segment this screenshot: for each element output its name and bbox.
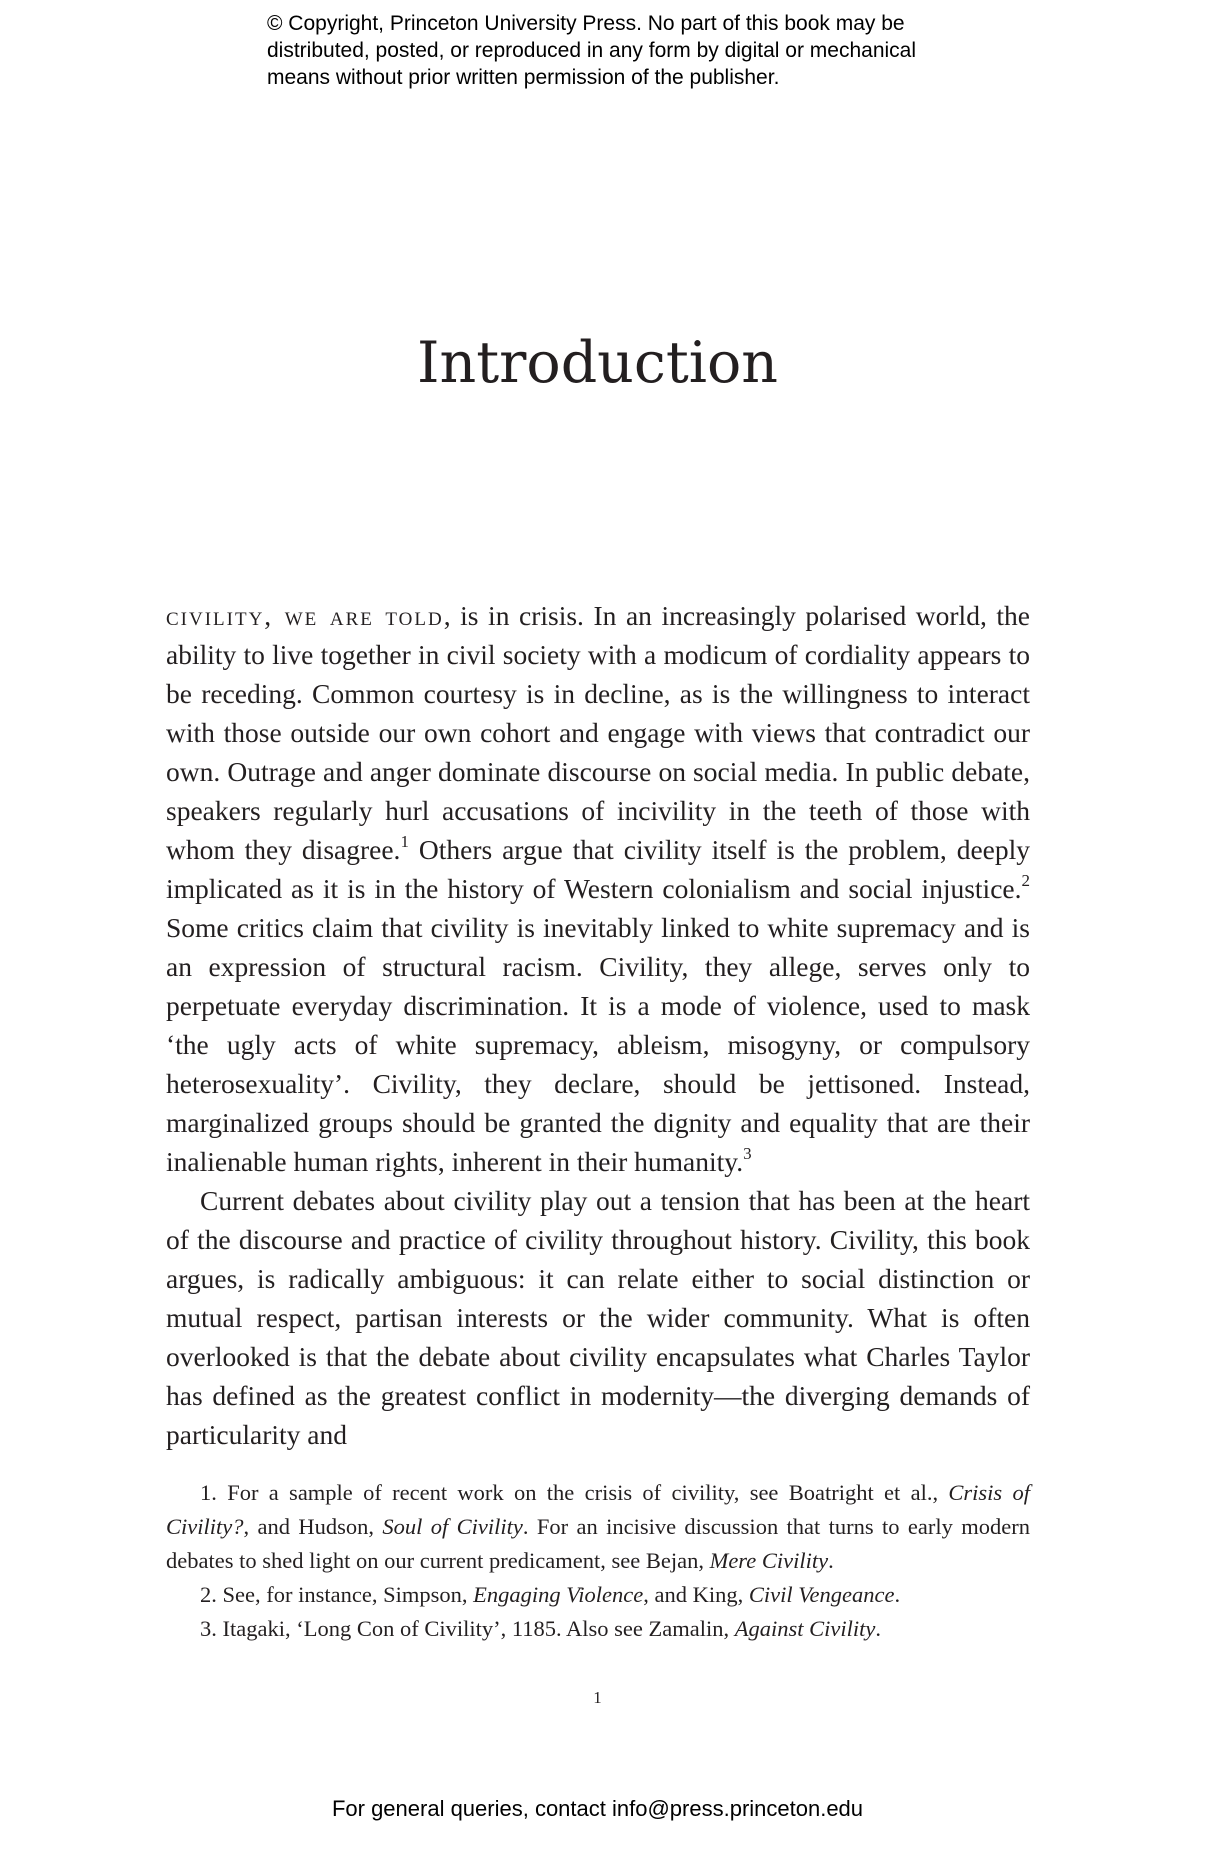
footnote-1-title-3: Mere Civility [709,1548,829,1573]
chapter-title: Introduction [417,330,778,396]
footnote-2-title-2: Civil Vengeance [748,1582,895,1607]
footnote-1-text-a: 1. For a sample of recent work on the crisis of civility, see Boatright et al., [200,1480,949,1505]
footnote-2 [166,1578,1030,1612]
footnote-2-text-b: , and King, [643,1582,749,1607]
opening-small-caps: civility, we are told [166,600,444,631]
footnote-2-title-1: Engaging Violence [473,1582,644,1607]
footnote-2-text-a: 2. See, for instance, Simpson, [200,1582,474,1607]
footnote-3-title-1: Against Civility [734,1616,876,1641]
footnote-2-text-c: . [894,1582,901,1607]
footnote-3-text-a: 3. Itagaki, ‘Long Con of Civility’, 1185. Also see Zamalin, [200,1616,735,1641]
copyright-notice: © Copyright, Princeton University Press. No part of this book may be distributed, posted, or reproduced in any form by digital or mechanical means without prior written permission of the publisher. [267,12,917,89]
footnote-3 [166,1612,1030,1646]
paragraph-2: Current debates about civility play out a tension that has been at the heart of the discourse and practice of civility throughout history. Civility, this book argues, is radically ambiguous: it can relate either to social distinction or mutual respect, partisan interests or the wider community. What is often overlooked is that the debate about civility encapsulates what Charles Taylor has defined as the greatest conflict in modernity—the diverging demands of particularity and [166,1185,1030,1450]
page-number: 1 [593,1688,602,1707]
contact-line: For general queries, contact info@press.princeton.edu [331,1796,864,1821]
footnote-1-text-c: . For an incisive discussion that turns to early modern debates to shed light on our current predicament, see Bejan, [166,1514,1030,1573]
paragraph-1-part-b: Others argue that civility itself is the problem, deeply implicated as it is in the history of Western colonialism and social injustice. [166,834,1031,904]
footnote-1-title-1: Crisis of Civility? [166,1480,1030,1539]
paragraph-1-part-a: , is in crisis. In an increasingly polarised world, the ability to live together in civil society with a modicum of cordiality appears to be receding. Common courtesy is in decline, as is the willingness to interact with those outside our own cohort and engage with views that contradict our own. Outrage and anger dominate discourse on social media. In public debate, speakers regularly hurl accusations of incivility in the teeth of those with whom they disagree. [166,600,1030,865]
footnote-1-text-b: , and Hudson, [243,1514,383,1539]
footnotes [166,1476,1030,1646]
footnote-ref-3[interactable]: 3 [743,1143,752,1163]
footnote-1-title-2: Soul of Civility [382,1514,523,1539]
footnote-ref-1[interactable]: 1 [400,831,409,851]
footnote-1 [166,1476,1030,1578]
footnote-ref-2[interactable]: 2 [1021,870,1030,890]
footnote-3-text-b: . [875,1616,881,1641]
footnote-1-text-d: . [828,1548,834,1573]
body-text [166,596,1030,1454]
paragraph-1-part-c: Some critics claim that civility is inevitably linked to white supremacy and is an expression of structural racism. Civility, they allege, serves only to perpetuate everyday discrimination. It is a mode of violence, used to mask ‘the ugly acts of white supremacy, ableism, misogyny, or compulsory heterosexuality’. Civility, they declare, should be jettisoned. Instead, marginalized groups should be granted the dignity and equality that are their inalienable human rights, inherent in their humanity. [166,912,1030,1177]
paragraph-1 [166,596,1030,1181]
